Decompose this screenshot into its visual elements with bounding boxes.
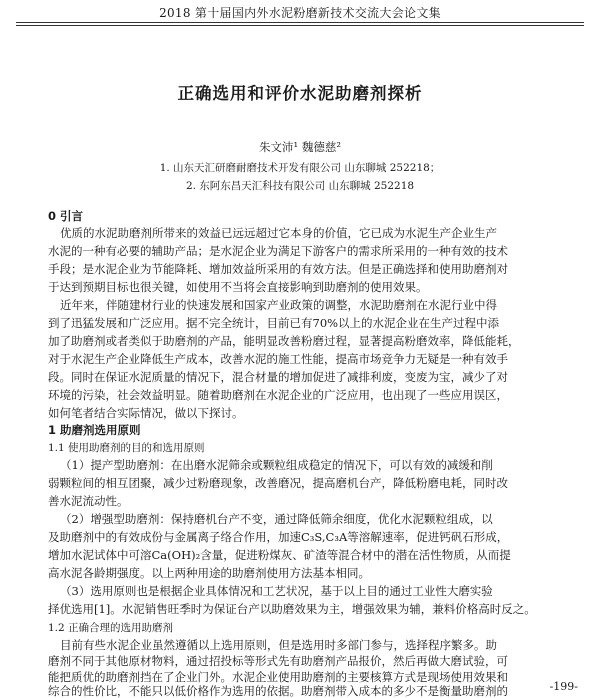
authors: 朱文沛¹ 魏德慈²	[259, 140, 341, 154]
intro-p2-line: 近年来，伴随建材行业的快速发展和国家产业政策的调整，水泥助磨剂在水泥行业中得	[60, 298, 497, 312]
item3-line: （3）选用原则也是根据企业具体情况和工艺状况，基于以上目的通过工业性大磨实验	[60, 584, 493, 598]
affiliation-1: 1. 山东天汇研磨耐磨技术开发有限公司 山东聊城 252218；	[159, 162, 441, 174]
item2-line: 及助磨剂中的有效成份与金属离子络合作用，加速C₃S,C₃A等溶解速率，促进钙矾石形成，	[48, 530, 509, 544]
item1-line: 善水泥流动性。	[48, 494, 129, 508]
section-heading-introduction: 0 引言	[48, 209, 84, 223]
intro-p1-line: 优质的水泥助磨剂所带来的效益已远远超过它本身的价值，它已成为水泥生产企业生产	[60, 226, 497, 240]
subsection-heading-1-2: 1.2 正确合理的选用助磨剂	[48, 622, 174, 634]
header-rule	[16, 22, 584, 23]
para12-line: 磨剂不同于其他原材物料，通过招投标等形式先有助磨剂产品报价，然后再做大磨试验，可	[48, 654, 508, 668]
item1-line: 弱颗粒间的相互团聚，减少过粉磨现象，改善磨况，提高磨机台产，降低粉磨电耗，同时改	[48, 476, 508, 490]
intro-p2-line: 段。同时在保证水泥质量的情况下，混合材量的增加促进了减排利废，变废为宝，减少了对	[48, 370, 508, 384]
paper-title: 正确选用和评价水泥助磨剂探析	[177, 84, 423, 103]
item3-line: 择优选用[1]。水泥销售旺季时为保证台产以助磨效果为主，增强效果为辅，兼料价格高时反之。	[48, 602, 536, 616]
item2-line: （2）增强型助磨剂：保持磨机台产不变，通过降低筛余细度，优化水泥颗粒组成，以	[60, 512, 493, 526]
running-header: 2018 第十届国内外水泥粉磨新技术交流大会论文集	[159, 6, 441, 20]
item1-line: （1）提产型助磨剂：在出磨水泥筛余或颗粒组成稳定的情况下，可以有效的减缓和削	[60, 458, 493, 472]
intro-p2-line: 到了迅猛发展和广泛应用。据不完全统计，目前已有70%以上的水泥企业在生产过程中添	[48, 316, 500, 330]
item2-line: 增加水泥试体中可溶Ca(OH)₂含量，促进粉煤灰、矿渣等混合材中的潜在活性物质，从而提	[48, 548, 511, 562]
intro-p2-line: 环境的污染，社会效益明显。随着助磨剂在水泥企业的广泛应用，也出现了一些应用误区，	[48, 388, 508, 402]
intro-p2-line: 如何笔者结合实际情况，做以下探讨。	[48, 406, 244, 420]
intro-p2-line: 加了助磨剂或者类似于助磨剂的产品，能明显改善粉磨过程，显著提高粉磨效率，降低能耗，	[48, 334, 520, 348]
page-number: -199-	[549, 680, 578, 693]
intro-p1-line: 手段；是水泥企业为节能降耗、增加效益所采用的有效方法。但是正确选择和使用助磨剂对	[48, 262, 508, 276]
item2-line: 高水泥各龄期强度。以上两种用途的助磨剂使用方法基本相同。	[48, 566, 370, 580]
intro-p1-line: 水泥的一种有必要的辅助产品；是水泥企业为满足下游客户的需求所采用的一种有效的技术	[48, 244, 508, 258]
intro-p2-line: 对于水泥生产企业降低生产成本，改善水泥的施工性能，提高市场竞争力无疑是一种有效手	[48, 352, 508, 366]
para12-line: 目前有些水泥企业虽然遵循以上选用原则，但是选用时多部门参与，选择程序繁多。助	[60, 638, 497, 652]
para12-line: 综合的性价比，不能只以低价格作为选用的依据。助磨剂带入成本的多少不是衡量助磨剂的	[48, 684, 508, 698]
intro-p1-line: 于达到预期目标也很关键，如使用不当将会直接影响到助磨剂的使用效果。	[48, 280, 428, 294]
header-rule-2	[16, 25, 584, 26]
para12-line: 能把质优的助磨剂挡在了企业门外。水泥企业使用助磨剂的主要核算方式是现场使用效果和	[48, 670, 508, 684]
affiliation-2: 2. 东阿东昌天汇科技有限公司 山东聊城 252218	[185, 180, 415, 192]
section-heading-principles: 1 助磨剂选用原则	[48, 423, 141, 437]
subsection-heading-1-1: 1.1 使用助磨剂的目的和选用原则	[48, 442, 205, 454]
